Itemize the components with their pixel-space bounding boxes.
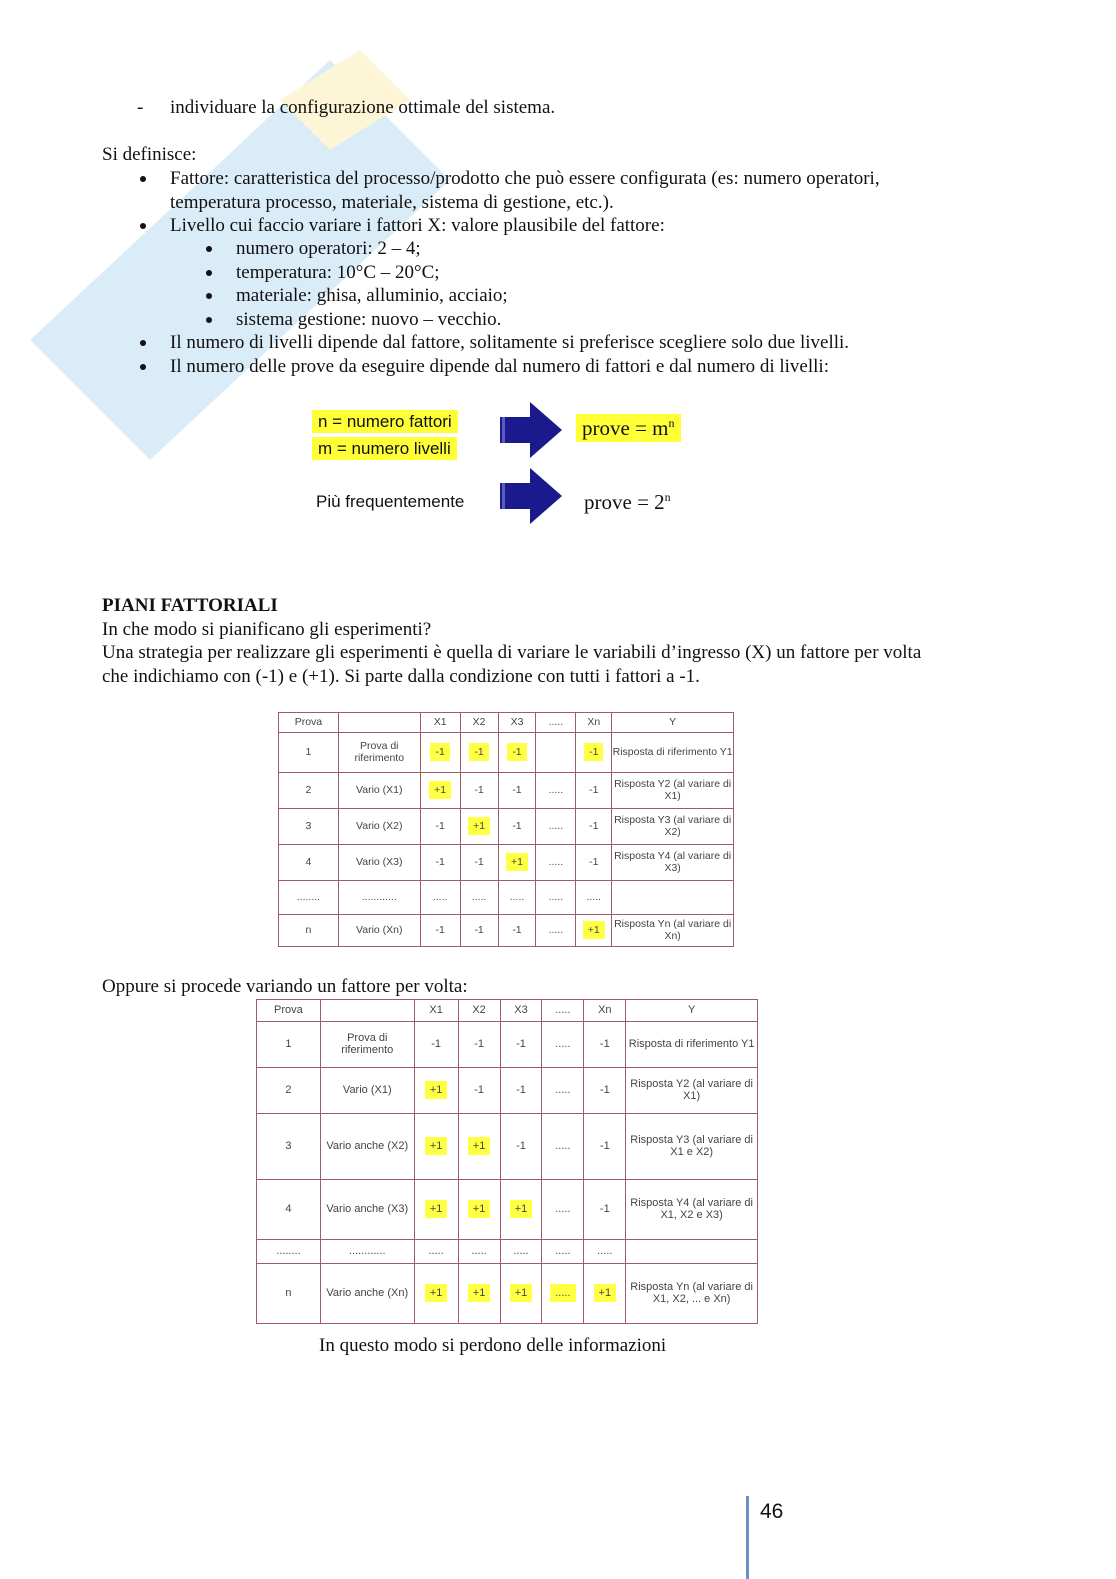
- table-cell: Risposta Y3 (al variare di X1 e X2): [626, 1114, 758, 1180]
- table-cell: -1: [584, 1114, 626, 1180]
- table-cell: +1: [498, 845, 536, 881]
- table-cell: .....: [458, 1240, 500, 1264]
- table-row: [257, 1264, 758, 1324]
- table-cell: .....: [576, 881, 612, 915]
- dash-marker: -: [137, 97, 144, 118]
- table-cell: .....: [542, 1114, 584, 1180]
- list-item: numero operatori: 2 – 4;: [236, 237, 876, 261]
- table-cell: -1: [576, 809, 612, 845]
- table-cell: -1: [460, 915, 498, 947]
- page-number-bar: [746, 1496, 749, 1579]
- table-cell: +1: [584, 1264, 626, 1324]
- factorial-table-one: [278, 712, 734, 947]
- list-item: temperatura: 10°C – 20°C;: [236, 261, 876, 285]
- table-cell: -1: [458, 1022, 500, 1068]
- table-cell: .....: [536, 881, 576, 915]
- table-row: [257, 1240, 758, 1264]
- table-cell: Prova di riferimento: [338, 733, 420, 773]
- table-cell: 2: [279, 773, 339, 809]
- list-item: Livello cui faccio variare i fattori X: valore plausibile del fattore:: [170, 214, 930, 238]
- table-cell: 3: [279, 809, 339, 845]
- table-cell: Vario anche (Xn): [320, 1264, 414, 1324]
- table-cell: -1: [500, 1068, 542, 1114]
- list-item: Fattore: caratteristica del processo/prodotto che può essere configurata (es: numero operatori, temperatura processo, materiale, sistema di gestione, etc.).: [170, 167, 930, 214]
- table-cell: .....: [536, 915, 576, 947]
- table-row: [279, 773, 734, 809]
- table-cell: Vario (X3): [338, 845, 420, 881]
- table-cell: n: [257, 1264, 321, 1324]
- levels-notes-list: [170, 331, 950, 378]
- formula-diagram: [300, 392, 730, 542]
- table-cell: Risposta di riferimento Y1: [626, 1022, 758, 1068]
- table-cell: n: [279, 915, 339, 947]
- table-cell: .....: [414, 1240, 458, 1264]
- table-cell: Risposta Yn (al variare di Xn): [612, 915, 734, 947]
- table-cell: Vario (X2): [338, 809, 420, 845]
- table-cell: 4: [279, 845, 339, 881]
- table-cell: -1: [498, 915, 536, 947]
- table-cell: 2: [257, 1068, 321, 1114]
- levels-sublist: [236, 237, 876, 331]
- table-cell: +1: [414, 1114, 458, 1180]
- table-cell: .....: [542, 1022, 584, 1068]
- table-cell: .....: [500, 1240, 542, 1264]
- table-cell: Risposta Y2 (al variare di X1): [612, 773, 734, 809]
- table-header: Prova X1 X2 X3 ..... Xn Y: [257, 1000, 758, 1022]
- table-cell: +1: [414, 1264, 458, 1324]
- factorial-table-two: [256, 999, 758, 1324]
- table-cell: -1: [498, 773, 536, 809]
- table-cell: +1: [458, 1114, 500, 1180]
- table-cell: -1: [498, 809, 536, 845]
- table-cell: +1: [414, 1180, 458, 1240]
- section-title: PIANI FATTORIALI: [102, 595, 278, 616]
- table-cell: -1: [460, 773, 498, 809]
- table-cell: .....: [536, 773, 576, 809]
- table-cell: Vario (X1): [338, 773, 420, 809]
- table-cell: .....: [584, 1240, 626, 1264]
- list-item: Il numero delle prove da eseguire dipende dal numero di fattori e dal numero di livelli:: [170, 355, 950, 379]
- table-cell: -1: [414, 1022, 458, 1068]
- table-cell: 1: [257, 1022, 321, 1068]
- table-cell: .....: [542, 1264, 584, 1324]
- list-item: Il numero di livelli dipende dal fattore, solitamente si preferisce scegliere solo due livelli.: [170, 331, 950, 355]
- table-cell: ............: [338, 881, 420, 915]
- table-row: [257, 1180, 758, 1240]
- table-cell: -1: [500, 1022, 542, 1068]
- table-cell: -1: [420, 845, 460, 881]
- table-cell: Risposta Y4 (al variare di X1, X2 e X3): [626, 1180, 758, 1240]
- table-row: [279, 809, 734, 845]
- formula-two-levels: prove = $2^n$: [584, 490, 671, 514]
- table-cell: +1: [576, 915, 612, 947]
- section-question: In che modo si pianificano gli esperimenti?: [102, 619, 432, 640]
- table-cell: [626, 1240, 758, 1264]
- table-cell: -1: [460, 733, 498, 773]
- table-row: [279, 915, 734, 947]
- table-cell: -1: [576, 733, 612, 773]
- table-cell: ........: [257, 1240, 321, 1264]
- table-cell: Vario anche (X2): [320, 1114, 414, 1180]
- table-cell: .....: [542, 1068, 584, 1114]
- table-cell: 3: [257, 1114, 321, 1180]
- table-cell: -1: [458, 1068, 500, 1114]
- table-cell: Risposta Y4 (al variare di X3): [612, 845, 734, 881]
- section-paragraph: Una strategia per realizzare gli esperimenti è quella di variare le variabili d’ingresso (X) un fattore per volta che indichiamo con (-1) e (+1). Si parte dalla condizione con tutti i fattori a -1.: [102, 642, 922, 687]
- m-label: m = numero livelli: [312, 437, 457, 460]
- table-cell: -1: [584, 1180, 626, 1240]
- table-cell: Risposta di riferimento Y1: [612, 733, 734, 773]
- table-cell: .....: [542, 1240, 584, 1264]
- formula-general: prove = $m^n$: [576, 414, 681, 442]
- table-cell: -1: [576, 845, 612, 881]
- table-cell: .....: [420, 881, 460, 915]
- table-cell: +1: [460, 809, 498, 845]
- n-label: n = numero fattori: [312, 410, 458, 433]
- table-row: [257, 1114, 758, 1180]
- table-cell: -1: [498, 733, 536, 773]
- table-row: [257, 1022, 758, 1068]
- more-often-label: Più frequentemente: [316, 492, 465, 511]
- table-cell: Risposta Yn (al variare di X1, X2, ... e Xn): [626, 1264, 758, 1324]
- table-cell: Risposta Y3 (al variare di X2): [612, 809, 734, 845]
- table-cell: Vario anche (X3): [320, 1180, 414, 1240]
- table-cell: .....: [542, 1180, 584, 1240]
- table-cell: -1: [576, 773, 612, 809]
- table-cell: Vario (X1): [320, 1068, 414, 1114]
- table-cell: Vario (Xn): [338, 915, 420, 947]
- table-caption: In questo modo si perdono delle informazioni: [319, 1335, 667, 1356]
- alternative-text: Oppure si procede variando un fattore per volta:: [102, 976, 468, 997]
- arrow-right-icon: [500, 400, 564, 460]
- table-cell: 1: [279, 733, 339, 773]
- table-row: [279, 881, 734, 915]
- list-item: sistema gestione: nuovo – vecchio.: [236, 308, 876, 332]
- definition-list: [170, 167, 930, 238]
- table-cell: +1: [420, 773, 460, 809]
- table-cell: -1: [420, 809, 460, 845]
- table-cell: Prova di riferimento: [320, 1022, 414, 1068]
- table-cell: -1: [420, 915, 460, 947]
- table-cell: [536, 733, 576, 773]
- table-cell: ............: [320, 1240, 414, 1264]
- table-cell: -1: [584, 1068, 626, 1114]
- arrow-right-icon: [500, 466, 564, 526]
- table-cell: +1: [500, 1264, 542, 1324]
- definition-title: Si definisce:: [102, 144, 197, 165]
- table-header: Prova X1 X2 X3 ..... Xn Y: [279, 713, 734, 733]
- table-cell: Risposta Y2 (al variare di X1): [626, 1068, 758, 1114]
- page-number: 46: [760, 1500, 784, 1523]
- table-row: [279, 733, 734, 773]
- table-cell: ........: [279, 881, 339, 915]
- table-cell: +1: [414, 1068, 458, 1114]
- table-cell: +1: [458, 1180, 500, 1240]
- table-cell: -1: [420, 733, 460, 773]
- table-cell: [612, 881, 734, 915]
- intro-dash-text: individuare la configurazione ottimale del sistema.: [170, 97, 556, 118]
- table-cell: +1: [500, 1180, 542, 1240]
- table-cell: -1: [584, 1022, 626, 1068]
- table-cell: .....: [498, 881, 536, 915]
- table-cell: .....: [536, 845, 576, 881]
- table-row: [279, 845, 734, 881]
- table-cell: .....: [460, 881, 498, 915]
- table-row: [257, 1068, 758, 1114]
- table-cell: 4: [257, 1180, 321, 1240]
- table-cell: -1: [500, 1114, 542, 1180]
- list-item: materiale: ghisa, alluminio, acciaio;: [236, 284, 876, 308]
- table-cell: +1: [458, 1264, 500, 1324]
- table-cell: -1: [460, 845, 498, 881]
- table-cell: .....: [536, 809, 576, 845]
